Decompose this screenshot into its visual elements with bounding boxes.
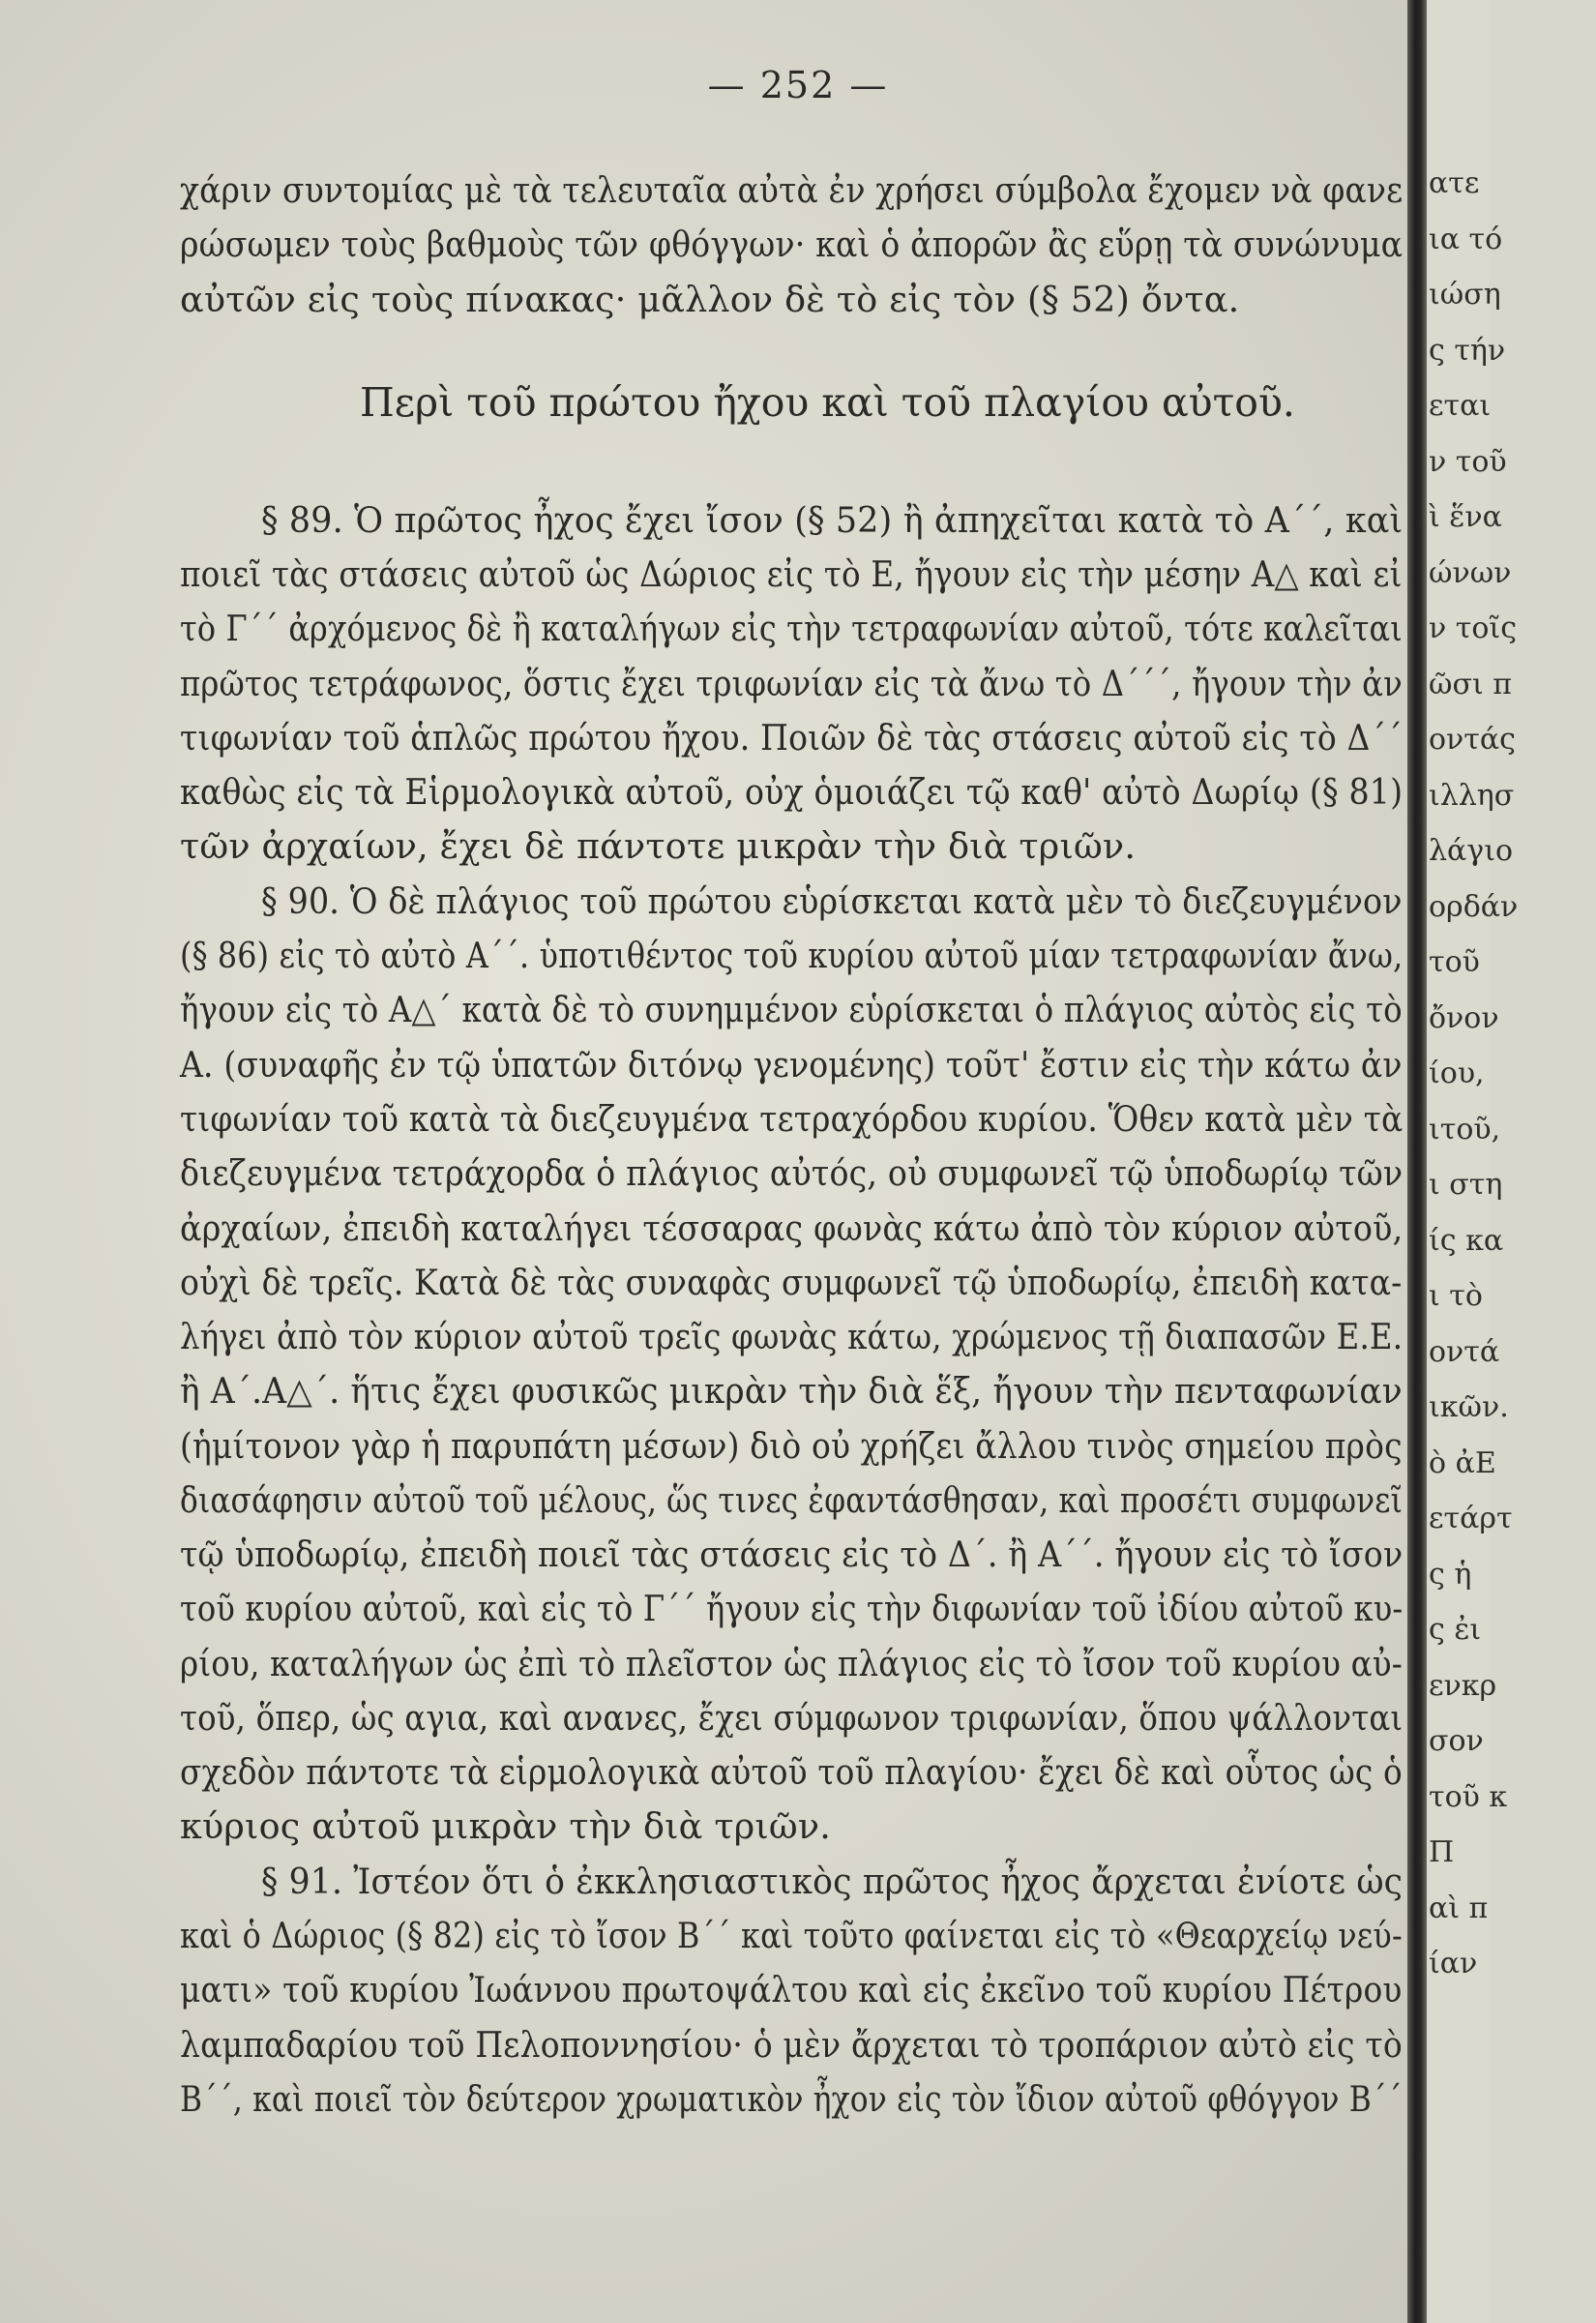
adjacent-page-fragment: ν τοῦ (1429, 444, 1507, 479)
text-line: διεζευγμένα τετράχορδα ὁ πλάγιος αὐτός, οὐ συμφωνεῖ τῷ ὑποδωρίῳ τῶν (180, 1152, 1404, 1194)
text-line: τιφωνίαν τοῦ ἁπλῶς πρώτου ἤχου. Ποιῶν δὲ τὰς στάσεις αὐτοῦ εἰς τὸ Δ΄΄ (180, 717, 1403, 759)
text-line: ἢ Α΄.Α△΄. ἥτις ἔχει φυσικῶς μικρὰν τὴν διὰ ἕξ, ἤγουν τὴν πενταφωνίαν (180, 1370, 1403, 1412)
text-line: χάριν συντομίας μὲ τὰ τελευταῖα αὐτὰ ἐν χρήσει σύμβολα ἔχομεν νὰ φανε (180, 169, 1404, 211)
text-line: κύριος αὐτοῦ μικρὰν τὴν διὰ τριῶν. (180, 1805, 832, 1847)
section-heading: Περὶ τοῦ πρώτου ἤχου καὶ τοῦ πλαγίου αὐτοῦ. (360, 379, 1295, 426)
text-line: πρῶτος τετράφωνος, ὅστις ἔχει τριφωνίαν εἰς τὰ ἄνω τὸ Δ΄΄΄, ἤγουν τὴν ἀν (180, 663, 1403, 704)
text-line: τὸ Γ΄΄ ἀρχόμενος δὲ ἢ καταλήγων εἰς τὴν τετραφωνίαν αὐτοῦ, τότε καλεῖται (180, 608, 1403, 649)
adjacent-page-fragment: ετάρτ (1429, 1502, 1513, 1535)
text-line: καὶ ὁ Δώριος (§ 82) εἰς τὸ ἴσον Β΄΄ καὶ τοῦτο φαίνεται εἰς τὸ «Θεαρχείῳ νεύ- (180, 1915, 1403, 1956)
text-line: τοῦ, ὅπερ, ὡς αγια, καὶ ανανες, ἔχει σύμφωνον τριφωνίαν, ὅπου ψάλλονται (180, 1697, 1404, 1739)
adjacent-page-fragment: ι τὸ (1429, 1279, 1483, 1313)
text-line: ἀρχαίων, ἐπειδὴ καταλήγει τέσσαρας φωνὰς κάτω ἀπὸ τὸν κύριον αὐτοῦ, (180, 1207, 1404, 1249)
adjacent-page-fragment: οντάς (1429, 723, 1516, 757)
adjacent-page-fragment: ιώση (1429, 278, 1501, 312)
text-line: Β΄΄, καὶ ποιεῖ τὸν δεύτερον χρωματικὸν ἦχον εἰς τὸν ἴδιον αὐτοῦ φθόγγον Β΄΄ (180, 2078, 1403, 2120)
adjacent-page-fragment: ίου, (1429, 1057, 1485, 1090)
text-line: οὐχὶ δὲ τρεῖς. Κατὰ δὲ τὰς συναφὰς συμφωνεῖ τῷ ὑποδωρίῳ, ἐπειδὴ κατα- (180, 1262, 1403, 1303)
text-line: λαμπαδαρίου τοῦ Πελοποννησίου· ὁ μὲν ἄρχεται τὸ τροπάριον αὐτὸ εἰς τὸ (180, 2024, 1403, 2066)
page-number: — 252 — (707, 64, 889, 106)
text-line: (ἡμίτονον γὰρ ἡ παρυπάτη μέσων) διὸ οὐ χρήζει ἄλλου τινὸς σημείου πρὸς (180, 1425, 1403, 1467)
adjacent-page-fragment: ώνων (1429, 555, 1512, 590)
adjacent-page-fragment: ὸ ἀΕ (1429, 1445, 1496, 1480)
adjacent-page-fragment: εται (1429, 389, 1492, 423)
adjacent-page-fragment: ς τήν (1429, 333, 1506, 368)
adjacent-page-fragment: ίς κα (1429, 1223, 1504, 1258)
text-line: αὐτῶν εἰς τοὺς πίνακας· μᾶλλον δὲ τὸ εἰς τὸν (§ 52) ὄντα. (180, 279, 1240, 320)
adjacent-page-fragment: ορδάν (1429, 889, 1519, 924)
adjacent-page-fragment: ὄνον (1429, 1000, 1499, 1035)
adjacent-page-fragment: σον (1429, 1724, 1484, 1758)
adjacent-page-fragment: ατε (1429, 166, 1480, 200)
adjacent-page-fragment: ιλλησ (1429, 778, 1515, 813)
text-line: τῶν ἀρχαίων, ἔχει δὲ πάντοτε μικρὰν τὴν διὰ τριῶν. (180, 825, 1137, 867)
adjacent-page-fragment: τοῦ κ (1429, 1779, 1508, 1814)
adjacent-page-fragment: ς ἡ (1429, 1557, 1472, 1592)
adjacent-page-fragment: οντά (1429, 1334, 1500, 1369)
adjacent-page-edge (1427, 0, 1519, 2323)
text-line: ἤγουν εἰς τὸ Α△΄ κατὰ δὲ τὸ συνημμένον εὑρίσκεται ὁ πλάγιος αὐτὸς εἰς τὸ (180, 989, 1403, 1030)
text-line: ρώσωμεν τοὺς βαθμοὺς τῶν φθόγγων· καὶ ὁ ἀπορῶν ἂς εὕρῃ τὰ συνώνυμα (180, 223, 1404, 265)
adjacent-page-fragment: ενκρ (1429, 1668, 1497, 1703)
adjacent-page-fragment: Π (1429, 1835, 1455, 1869)
adjacent-page-fragment: ὶ ἕνα (1429, 500, 1502, 534)
adjacent-page-fragment: ιτοῦ, (1429, 1112, 1501, 1147)
text-line: (§ 86) εἰς τὸ αὐτὸ Α΄΄. ὑποτιθέντος τοῦ κυρίου αὐτοῦ μίαν τετραφωνίαν ἄνω, (180, 935, 1404, 976)
adjacent-page-fragment: ν τοῖς (1429, 611, 1517, 645)
text-line: ματι» τοῦ κυρίου Ἰωάννου πρωτοψάλτου καὶ εἰς ἐκεῖνο τοῦ κυρίου Πέτρου (180, 1969, 1403, 2010)
adjacent-page-fragment: ς ἐι (1429, 1613, 1482, 1647)
text-line: σχεδὸν πάντοτε τὰ εἱρμολογικὰ αὐτοῦ τοῦ πλαγίου· ἔχει δὲ καὶ οὗτος ὡς ὁ (180, 1751, 1403, 1793)
text-line: § 90. Ὁ δὲ πλάγιος τοῦ πρώτου εὑρίσκεται κατὰ μὲν τὸ διεζευγμένον (261, 880, 1403, 922)
text-line: τιφωνίαν τοῦ κατὰ τὰ διεζευγμένα τετραχόρδου κυρίου. Ὅθεν κατὰ μὲν τὰ (180, 1098, 1404, 1140)
adjacent-page-fragment: λάγιο (1429, 834, 1514, 868)
text-line: λήγει ἀπὸ τὸν κύριον αὐτοῦ τρεῖς φωνὰς κάτω, χρώμενος τῇ διαπασῶν Ε.Ε. (180, 1316, 1404, 1357)
text-line: ποιεῖ τὰς στάσεις αὐτοῦ ὡς Δώριος εἰς τὸ Ε, ἤγουν εἰς τὴν μέσην Α△ καὶ εἰ (180, 553, 1403, 595)
text-line: τῷ ὑποδωρίῳ, ἐπειδὴ ποιεῖ τὰς στάσεις εἰς τὸ Δ΄. ἢ Α΄΄. ἤγουν εἰς τὸ ἴσον (180, 1534, 1404, 1575)
text-line: Α. (συναφῆς ἐν τῷ ὑπατῶν διτόνῳ γενομένης) τοῦτ' ἔστιν εἰς τὴν κάτω ἀν (180, 1044, 1403, 1086)
text-line: διασάφησιν αὐτοῦ τοῦ μέλους, ὥς τινες ἐφαντάσθησαν, καὶ προσέτι συμφωνεῖ (180, 1479, 1404, 1521)
text-line: § 89. Ὁ πρῶτος ἦχος ἔχει ἴσον (§ 52) ἢ ἀπηχεῖται κατὰ τὸ Α΄΄, καὶ (261, 499, 1404, 541)
adjacent-page-fragment: ῶσι π (1429, 667, 1512, 701)
text-line: ρίου, καταλήγων ὡς ἐπὶ τὸ πλεῖστον ὡς πλάγιος εἰς τὸ ἴσον τοῦ κυρίου αὐ- (180, 1643, 1403, 1684)
adjacent-page-fragment: ίαν (1429, 1947, 1478, 1981)
adjacent-page-fragment: ια τό (1429, 222, 1503, 256)
book-gutter (1407, 0, 1427, 2323)
text-line: τοῦ κυρίου αὐτοῦ, καὶ εἰς τὸ Γ΄΄ ἤγουν εἰς τὴν διφωνίαν τοῦ ἰδίου αὐτοῦ κυ- (180, 1588, 1404, 1629)
adjacent-page-fragment: τοῦ (1429, 945, 1480, 979)
text-line: § 91. Ἰστέον ὅτι ὁ ἐκκλησιαστικὸς πρῶτος ἦχος ἄρχεται ἐνίοτε ὡς (261, 1861, 1404, 1902)
adjacent-page-fragment: ικῶν. (1429, 1390, 1509, 1424)
adjacent-page-fragment: ι στη (1429, 1168, 1503, 1202)
adjacent-page-fragment: αὶ π (1429, 1891, 1489, 1925)
text-line: καθὼς εἰς τὰ Εἱρμολογικὰ αὐτοῦ, οὐχ ὁμοιάζει τῷ καθ' αὐτὸ Δωρίῳ (§ 81) (180, 771, 1404, 813)
